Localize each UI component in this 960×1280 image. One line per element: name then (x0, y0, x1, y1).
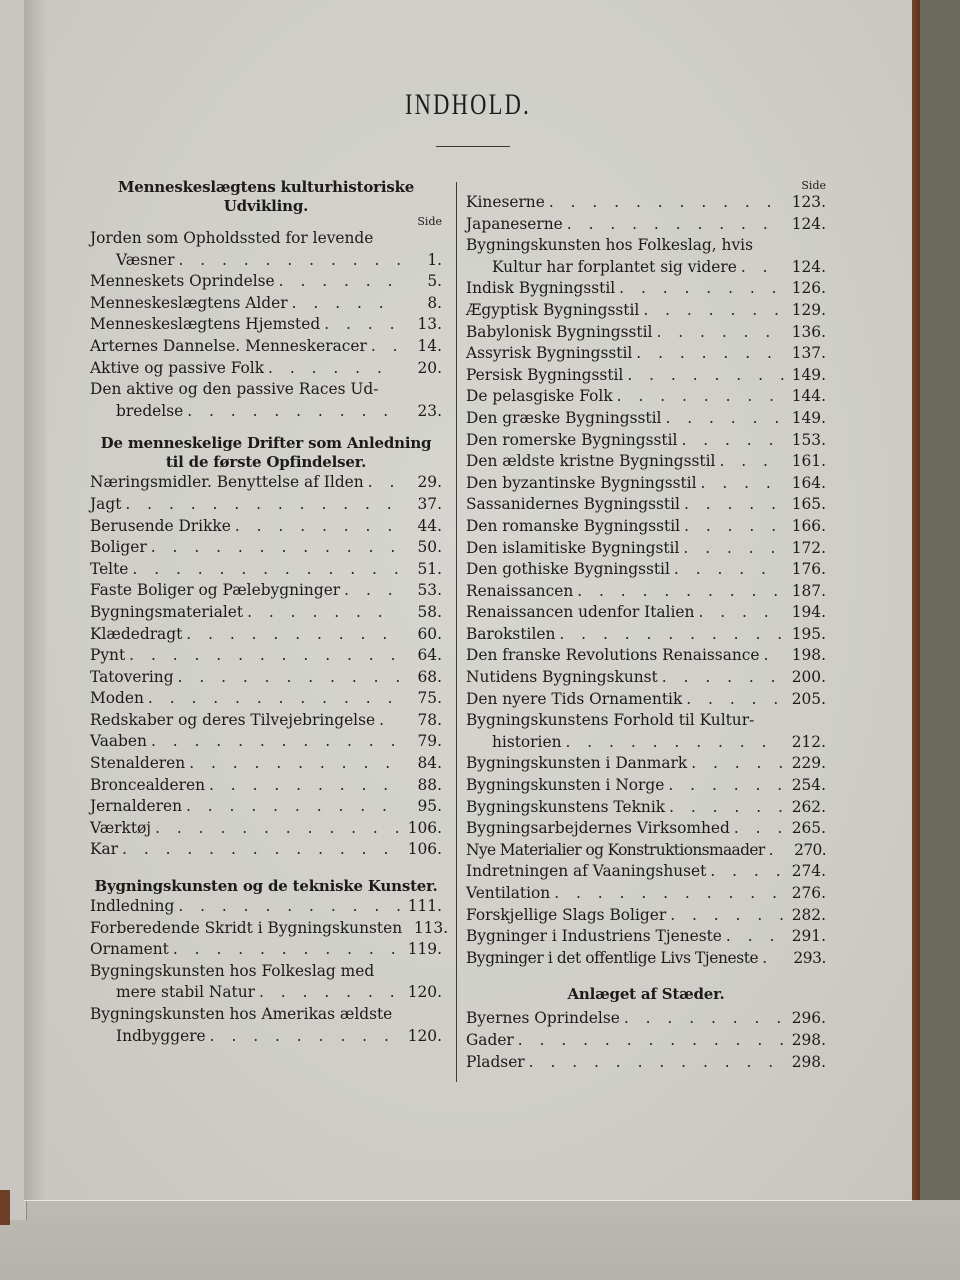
leader-dots (662, 667, 784, 689)
toc-entry: Næringsmidler. Benyttelse af Ilden . . . 29. (90, 472, 442, 494)
leader-dots (259, 982, 400, 1004)
toc-entry: Bygningskunsten hos Amerikas ældste Indbyggere . . . 120. (90, 1004, 442, 1047)
leader-dots (210, 1026, 400, 1048)
leader-dots (726, 926, 784, 948)
leader-dots (698, 602, 784, 624)
leader-dots (554, 883, 784, 905)
leader-dots (148, 688, 400, 710)
toc-entry: Bygningskunstens Forhold til Kultur- historien . . . 212. (466, 710, 826, 753)
table-surface (0, 1190, 960, 1280)
toc-entry: Den byzantinske Bygningsstil . . . 164. (466, 473, 826, 495)
leader-dots (665, 408, 784, 430)
toc-entry: Redskaber og deres Tilvejebringelse . . . 78. (90, 710, 442, 732)
toc-entry: Bygningskunsten i Danmark . . . 229. (466, 753, 826, 775)
leader-dots (670, 905, 784, 927)
toc-entry: Vaaben . . . 79. (90, 731, 442, 753)
section-title: Bygningskunsten og de tekniske Kunster. (94, 877, 438, 896)
leader-dots (379, 710, 400, 732)
toc-entry: Assyrisk Bygningsstil . . . 137. (466, 343, 826, 365)
leader-dots (668, 775, 784, 797)
toc-entry: Bygningsarbejdernes Virksomhed . . . 265. (466, 818, 826, 840)
leader-dots (368, 472, 400, 494)
leader-dots (710, 861, 784, 883)
page-title: INDHOLD. (404, 88, 532, 121)
toc-entry: Faste Boliger og Pælebygninger . . . 53. (90, 580, 442, 602)
book-cover-corner (0, 1190, 10, 1225)
toc-entry: Jorden som Opholdssted for levende Væsner . . . 1. (90, 228, 442, 271)
toc-entry: Indledning . . . 111. (90, 896, 442, 918)
leader-dots (129, 645, 400, 667)
toc-entry: Nye Materialier og Konstruktionsmaader . . . 270. (466, 840, 826, 862)
leader-dots (719, 451, 784, 473)
leader-dots (686, 689, 784, 711)
toc-entry: Kineserne . . . 123. (466, 192, 826, 214)
leader-dots (636, 343, 784, 365)
toc-entry: Renaissancen udenfor Italien . . . 194. (466, 602, 826, 624)
toc-entry: Menneskeslægtens Hjemsted . . . 13. (90, 314, 442, 336)
leader-dots (643, 300, 784, 322)
leader-dots (619, 278, 784, 300)
toc-entry: Sassanidernes Bygningsstil . . . 165. (466, 494, 826, 516)
leader-dots (681, 430, 784, 452)
toc-entry: Tatovering . . . 68. (90, 667, 442, 689)
book-page (24, 0, 912, 1201)
leader-dots (247, 602, 400, 624)
leader-dots (764, 645, 784, 667)
toc-entry: Bygningsmaterialet . . . 58. (90, 602, 442, 624)
leader-dots (371, 336, 400, 358)
leader-dots (268, 358, 400, 380)
leader-dots (683, 538, 784, 560)
leader-dots (186, 624, 400, 646)
toc-entry: Den græske Bygningsstil . . . 149. (466, 408, 826, 430)
section-title: Menneskeslægtens kulturhistoriske Udvikling. (117, 178, 415, 215)
toc-entry: Forskjellige Slags Boliger . . . 282. (466, 905, 826, 927)
toc-entry: Menneskets Oprindelse . . . 5. (90, 271, 442, 293)
toc-entry: Kar . . . 106. (90, 839, 442, 861)
leader-dots (324, 314, 400, 336)
toc-entry: Den romanske Bygningsstil . . . 166. (466, 516, 826, 538)
leader-dots (741, 257, 784, 279)
leader-dots (577, 581, 784, 603)
toc-entry: Den aktive og den passive Races Ud- bredelse . . . 23. (90, 379, 442, 422)
toc-entry: De pelasgiske Folk . . . 144. (466, 386, 826, 408)
toc-entry: Forberedende Skridt i Bygningskunsten 113. (90, 918, 449, 937)
leader-dots (656, 322, 784, 344)
toc-entry: Broncealderen . . . 88. (90, 775, 442, 797)
toc-entry: Bygningskunsten hos Folkeslag, hvis Kultur har forplantet sig videre . . . 124. (466, 235, 826, 278)
title-rule (436, 146, 510, 147)
leader-dots (151, 731, 400, 753)
toc-entry: Bygningskunsten hos Folkeslag med mere stabil Natur . . . 120. (90, 961, 442, 1004)
toc-entry: Ventilation . . . 276. (466, 883, 826, 905)
column-divider (456, 182, 457, 1082)
leader-dots (617, 386, 784, 408)
page-label: Side (801, 179, 826, 192)
toc-entry: Byernes Oprindelse . . . 296. (466, 1008, 826, 1030)
toc-entry: Klædedragt . . . 60. (90, 624, 442, 646)
toc-entry: Bygningskunsten i Norge . . . 254. (466, 775, 826, 797)
leader-dots (701, 473, 784, 495)
toc-entry: Indretningen af Vaaningshuset . . . 274. (466, 861, 826, 883)
leader-dots (734, 818, 784, 840)
leader-dots (762, 948, 784, 970)
leader-dots (567, 214, 784, 236)
toc-entry: Den islamitiske Bygningstil . . . 172. (466, 538, 826, 560)
leader-dots (565, 732, 784, 754)
toc-entry: Den nyere Tids Ornamentik . . . 205. (466, 689, 826, 711)
leader-dots (178, 250, 400, 272)
toc-entry: Moden . . . 75. (90, 688, 442, 710)
right-column (466, 178, 826, 1073)
leader-dots (518, 1030, 784, 1052)
leader-dots (549, 192, 784, 214)
leader-dots (279, 271, 400, 293)
leader-dots (187, 401, 400, 423)
toc-entry: Ornament . . . 119. (90, 939, 442, 961)
toc-entry: Jagt . . . 37. (90, 494, 442, 516)
leader-dots (155, 818, 400, 840)
leader-dots (691, 753, 784, 775)
leader-dots (344, 580, 400, 602)
leader-dots (559, 624, 784, 646)
leader-dots (209, 775, 400, 797)
toc-entry: Barokstilen . . . 195. (466, 624, 826, 646)
toc-entry: Den romerske Bygningsstil . . . 153. (466, 430, 826, 452)
toc-entry: Persisk Bygningsstil . . . 149. (466, 365, 826, 387)
leader-dots (125, 494, 400, 516)
toc-entry: Berusende Drikke . . . 44. (90, 516, 442, 538)
leader-dots (669, 797, 784, 819)
toc-entry: Aktive og passive Folk . . . 20. (90, 358, 442, 380)
leader-dots (674, 559, 784, 581)
leader-dots (178, 896, 400, 918)
toc-entry: Arternes Dannelse. Menneskeracer . . . 14. (90, 336, 442, 358)
leader-dots (173, 939, 400, 961)
leader-dots (122, 839, 400, 861)
toc-entry: Værktøj . . . 106. (90, 818, 442, 840)
leader-dots (186, 796, 400, 818)
leader-dots (769, 840, 784, 862)
left-column (90, 178, 449, 1047)
leader-dots (684, 494, 784, 516)
toc-entry: Bygninger i det offentlige Livs Tjeneste . . . 293. (466, 948, 826, 970)
toc-entry: Jernalderen . . . 95. (90, 796, 442, 818)
toc-entry: Pynt . . . 64. (90, 645, 442, 667)
toc-entry: Ægyptisk Bygningsstil . . . 129. (466, 300, 826, 322)
toc-entry: Babylonisk Bygningsstil . . . 136. (466, 322, 826, 344)
previous-page-edge (0, 0, 27, 1220)
toc-entry: Den franske Revolutions Renaissance . . . 198. (466, 645, 826, 667)
toc-entry: Den ældste kristne Bygningsstil . . . 161. (466, 451, 826, 473)
page-label: Side (417, 215, 442, 228)
toc-entry: Pladser . . . 298. (466, 1052, 826, 1074)
toc-entry: Bygninger i Industriens Tjeneste . . . 291. (466, 926, 826, 948)
gutter-shadow (24, 0, 46, 1200)
toc-entry: Nutidens Bygningskunst . . . 200. (466, 667, 826, 689)
leader-dots (178, 667, 400, 689)
toc-entry: Bygningskunstens Teknik . . . 262. (466, 797, 826, 819)
leader-dots (235, 516, 400, 538)
toc-entry: Telte . . . 51. (90, 559, 442, 581)
toc-entry: Stenalderen . . . 84. (90, 753, 442, 775)
toc-entry: Menneskeslægtens Alder . . . 8. (90, 293, 442, 315)
leader-dots (684, 516, 784, 538)
leader-dots (529, 1052, 784, 1074)
section-title: Anlæget af Stæder. (567, 985, 725, 1004)
toc-entry: Indisk Bygningsstil . . . 126. (466, 278, 826, 300)
leader-dots (624, 1008, 784, 1030)
leader-dots (132, 559, 400, 581)
toc-entry: Japaneserne . . . 124. (466, 214, 826, 236)
leader-dots (627, 365, 784, 387)
toc-entry: Den gothiske Bygningsstil . . . 176. (466, 559, 826, 581)
toc-entry: Renaissancen . . . 187. (466, 581, 826, 603)
section-title: De menneskelige Drifter som Anledning til de første Opfindelser. (100, 434, 432, 472)
leader-dots (189, 753, 400, 775)
leader-dots (292, 293, 400, 315)
leader-dots (151, 537, 400, 559)
toc-entry: Gader . . . 298. (466, 1030, 826, 1052)
toc-entry: Boliger . . . 50. (90, 537, 442, 559)
